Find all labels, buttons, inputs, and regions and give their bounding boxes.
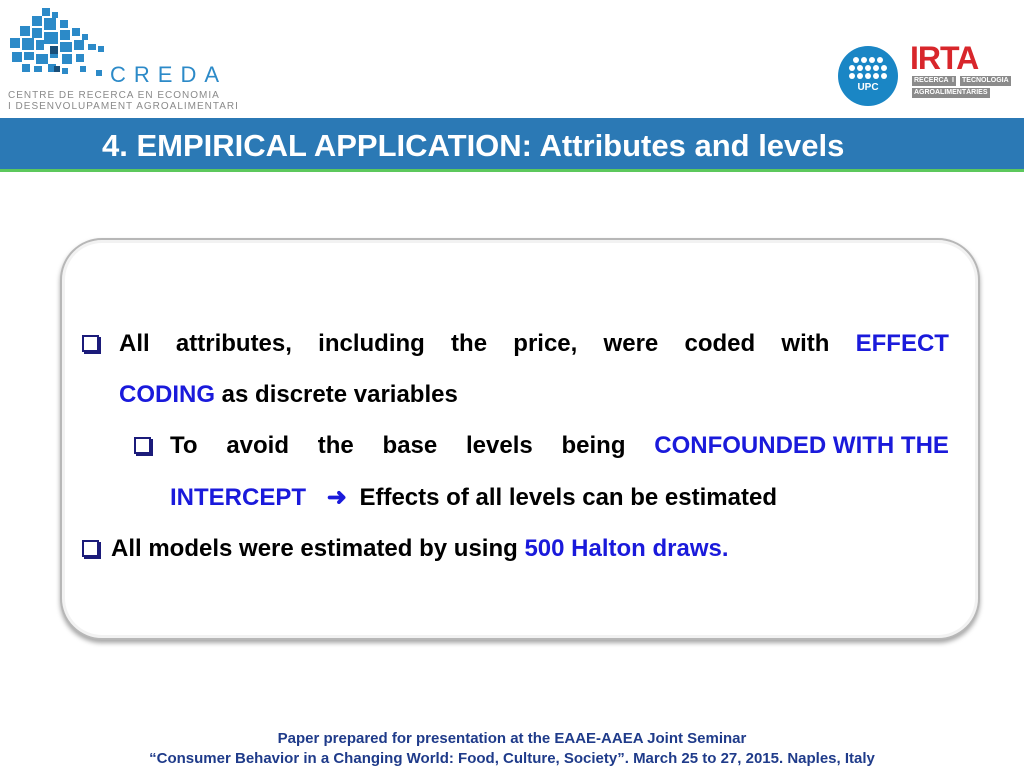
footer-line-1: Paper prepared for presentation at the EAAE-AAEA Joint Seminar bbox=[277, 730, 747, 747]
bullet-2-marker bbox=[134, 432, 163, 460]
bullet-1-word: price, bbox=[513, 330, 578, 357]
bullet-1-word: were bbox=[603, 330, 659, 357]
right-arrow-icon: ➜ bbox=[326, 484, 347, 511]
irta-line1-c: TECNOLOGIA bbox=[962, 77, 1009, 84]
bullet-1-word: All bbox=[119, 330, 150, 357]
bullet-1-word: the bbox=[451, 330, 488, 357]
creda-subtitle-line2: I DESENVOLUPAMENT AGROALIMENTARI bbox=[8, 101, 239, 112]
irta-line2: AGROALIMENTÀRIES bbox=[914, 89, 988, 96]
irta-line1-b: I bbox=[952, 77, 954, 84]
upc-logo bbox=[838, 46, 898, 106]
bullet-2-word: the bbox=[317, 432, 354, 459]
bullet-2-word: avoid bbox=[226, 432, 289, 459]
bullet-1-highlight-a: EFFECT bbox=[855, 330, 949, 357]
bullet-1-word: coded bbox=[684, 330, 756, 357]
bullet-2-word: being bbox=[561, 432, 626, 459]
creda-logo bbox=[8, 6, 298, 110]
bullet-1-word: with bbox=[781, 330, 830, 357]
creda-name: CREDA bbox=[110, 62, 228, 87]
irta-word: IRTA bbox=[910, 40, 979, 76]
upc-label: UPC bbox=[857, 82, 879, 93]
slide-title: 4. EMPIRICAL APPLICATION: Attributes and levels bbox=[102, 128, 845, 163]
bullet-2-word: base bbox=[382, 432, 438, 459]
checkbox-square-icon bbox=[82, 335, 99, 352]
bullet-1-word: including bbox=[318, 330, 425, 357]
irta-line1-a: RECERCA bbox=[914, 77, 949, 84]
checkbox-square-icon bbox=[82, 540, 99, 557]
bullet-2-word: To bbox=[170, 432, 198, 459]
bullet-2-line-2 bbox=[170, 483, 777, 512]
bullet-1-marker bbox=[82, 330, 111, 358]
bullet-1-line-1 bbox=[119, 330, 949, 358]
bullet-2-highlight-b: INTERCEPT bbox=[170, 484, 307, 511]
bullet-1-word: attributes, bbox=[175, 330, 292, 357]
bullet-2-word: levels bbox=[466, 432, 533, 459]
footer-line-2: “Consumer Behavior in a Changing World: Food, Culture, Society”. March 25 to 27, 2015. Naples, Italy bbox=[149, 750, 875, 767]
upc-dots-icon bbox=[838, 46, 898, 106]
bullet-3-highlight: 500 Halton draws. bbox=[524, 535, 729, 562]
title-bar bbox=[0, 118, 1024, 172]
creda-subtitle-line1: CENTRE DE RECERCA EN ECONOMIA bbox=[8, 90, 220, 101]
bullet-2-highlight-a: CONFOUNDED WITH THE bbox=[654, 432, 949, 459]
bullet-1-highlight-b: CODING bbox=[119, 381, 215, 408]
irta-logo bbox=[908, 40, 1009, 102]
checkbox-square-icon bbox=[134, 437, 151, 454]
bullet-3-text: All models were estimated by using bbox=[111, 535, 525, 562]
bullet-2-rest: Effects of all levels can be estimated bbox=[359, 484, 777, 511]
bullet-1-rest: as discrete variables bbox=[221, 381, 458, 408]
creda-subtitle bbox=[8, 90, 239, 112]
bullet-2-line-1 bbox=[170, 432, 949, 460]
creda-pixel-mark-icon bbox=[8, 6, 108, 80]
bullet-3 bbox=[82, 535, 729, 563]
bullet-1-line-2 bbox=[119, 381, 458, 409]
